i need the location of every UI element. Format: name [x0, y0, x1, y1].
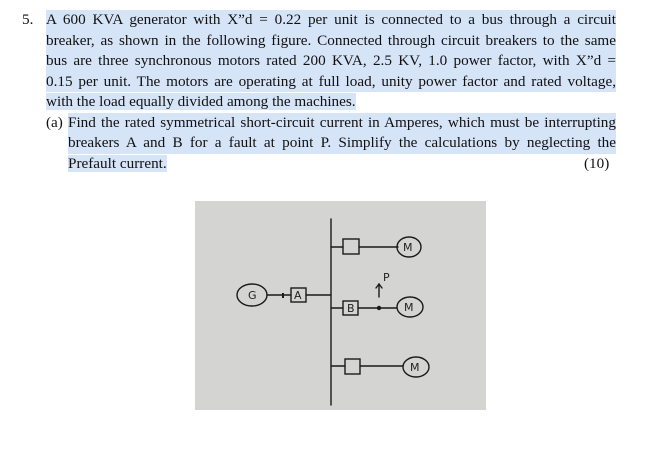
- fault-label: P: [383, 271, 390, 284]
- fault-point: [377, 306, 381, 310]
- motor-3-label: M: [410, 361, 420, 374]
- question-line-4: 0.15 per unit. The motors are operating at full load, unity power factor and rated voltage,: [46, 72, 616, 93]
- motor-1-label: M: [403, 241, 413, 254]
- part-a-line-3: Prefault current.: [68, 154, 167, 172]
- motor-1-breaker: [343, 239, 359, 254]
- motor-2-label: M: [404, 301, 414, 314]
- part-a-line-2: breakers A and B for a fault at point P. Simplify the calculations by neglecting the: [68, 133, 616, 154]
- breaker-b-label: B: [347, 302, 355, 315]
- part-a-line-1: Find the rated symmetrical short-circuit current in Amperes, which must be interrupting: [68, 113, 616, 134]
- generator-tick: [282, 293, 284, 298]
- question-line-5: with the load equally divided among the machines.: [46, 93, 356, 110]
- part-a-label: (a): [46, 113, 63, 131]
- circuit-figure: [195, 201, 486, 410]
- part-a-marks: (10): [584, 154, 610, 172]
- motor-3-breaker: [345, 359, 360, 374]
- circuit-diagram: [195, 201, 486, 410]
- question-line-3: bus are three synchronous motors rated 200 KVA, 2.5 KV, 1.0 power factor, with X”d =: [46, 51, 616, 72]
- breaker-a-label: A: [294, 289, 302, 302]
- question-number: 5.: [22, 11, 34, 28]
- question-line-1: A 600 KVA generator with X”d = 0.22 per unit is connected to a bus through a circuit: [46, 10, 616, 31]
- generator-label: G: [248, 289, 257, 302]
- question-line-2: breaker, as shown in the following figure. Connected through circuit breakers to the same: [46, 31, 616, 52]
